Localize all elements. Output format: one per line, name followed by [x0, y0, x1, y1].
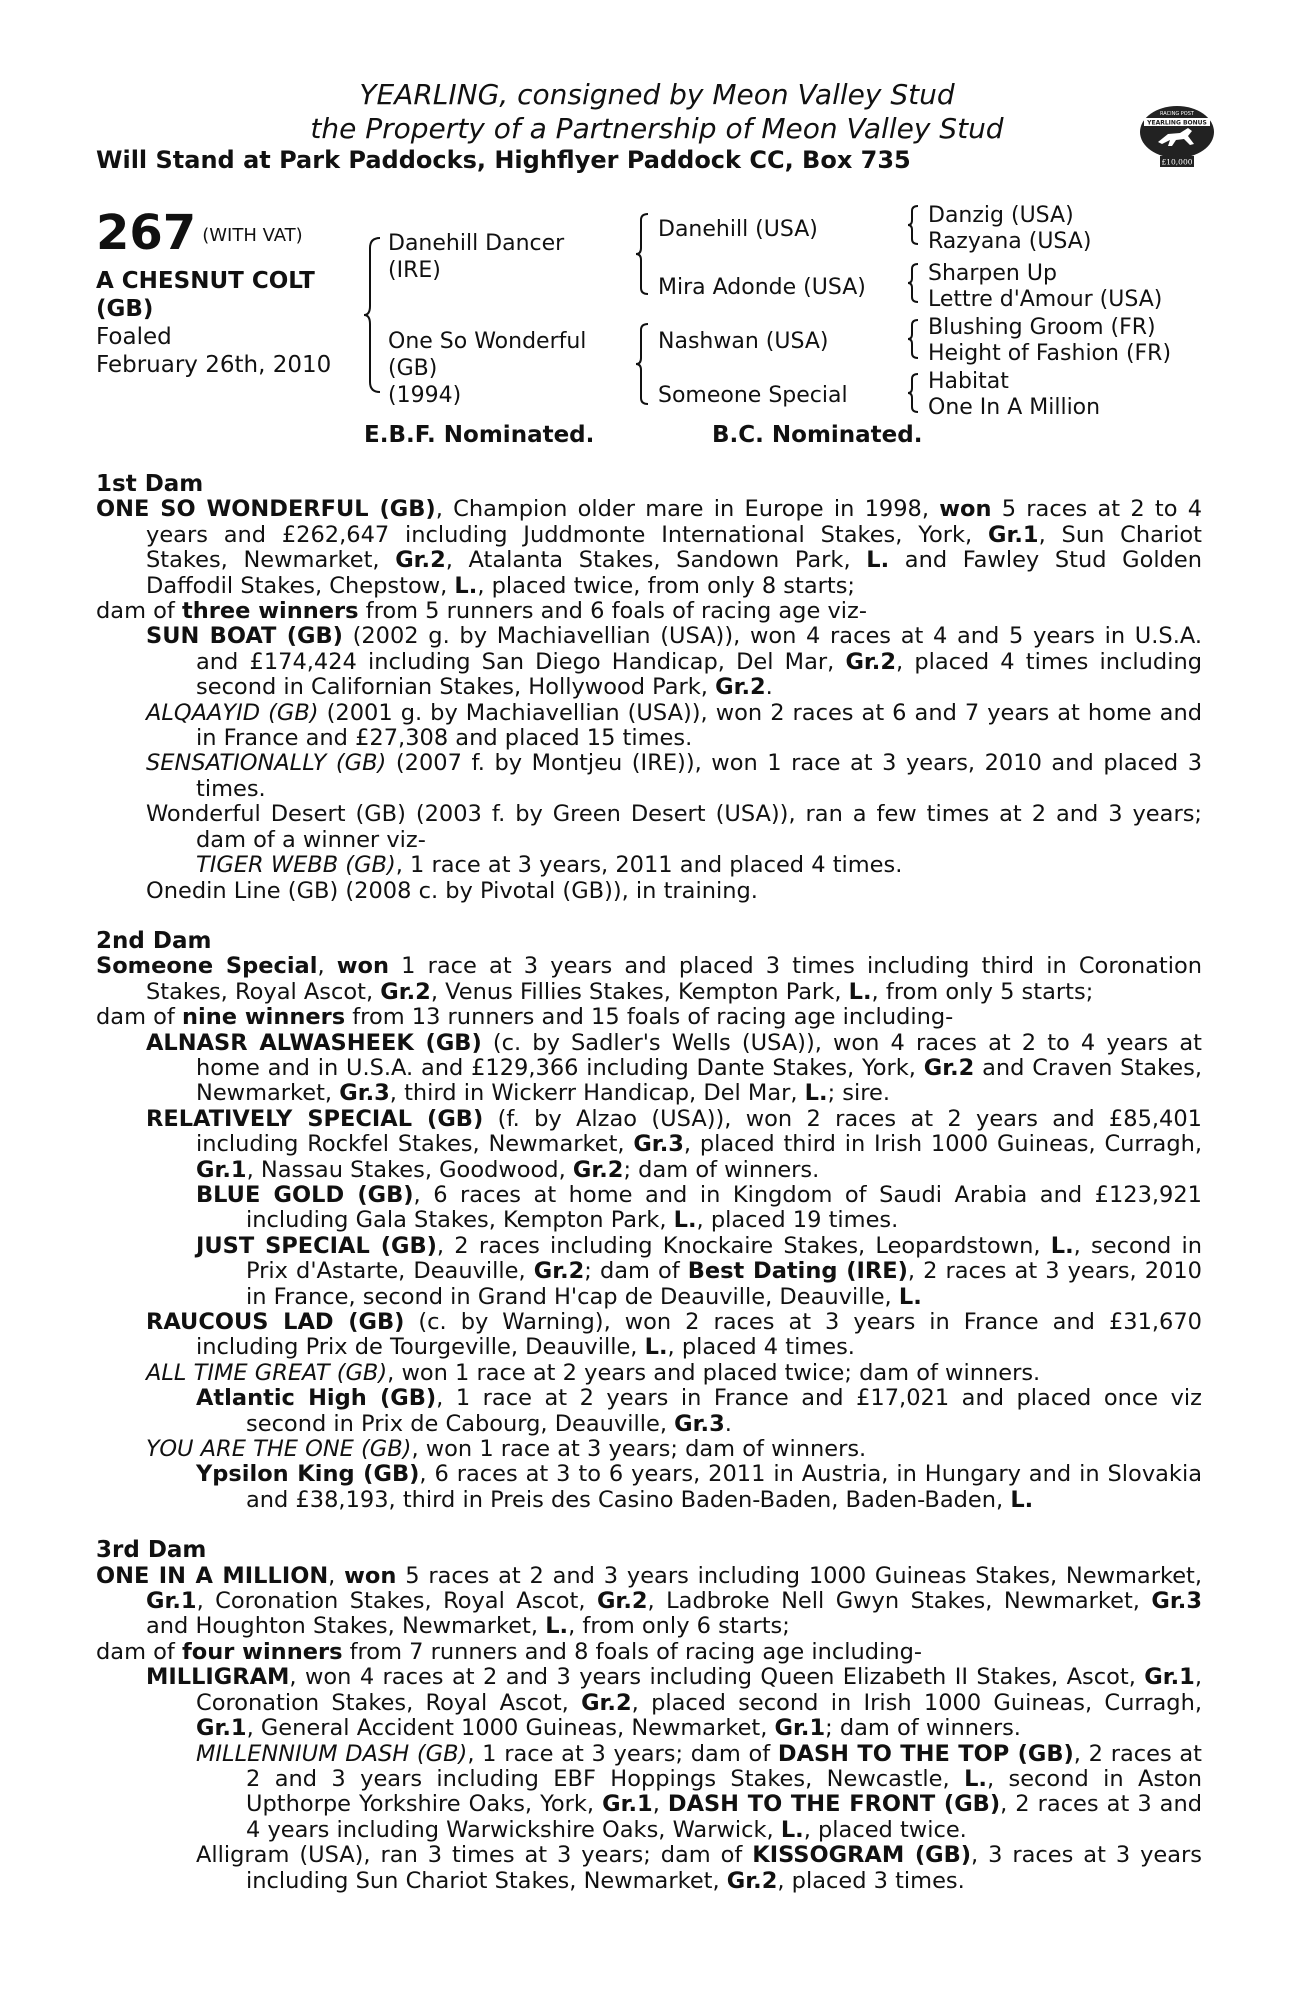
text-run: , won 1 race at 2 years and placed twice; dam of winners. [387, 1359, 1041, 1386]
progeny-name: ALQAAYID (GB) [146, 699, 319, 726]
text-run: , [317, 953, 337, 980]
foaled-date: February 26th, 2010 [96, 352, 332, 378]
pedigree-dam-sire: Nashwan (USA) [658, 329, 829, 354]
text-run: Wonderful Desert (GB) (2003 f. by Green Desert (USA)), ran a few times at 2 and 3 years; dam of a winner viz- [146, 801, 1202, 853]
text-run: , placed twice. [803, 1816, 967, 1843]
text-run: (2007 f. by Montjeu (IRE)), won 1 race at 3 years, 2010 and placed 3 times. [196, 750, 1203, 802]
badge-top-text: RACING POST [1160, 111, 1194, 117]
progeny-name: BLUE GOLD (GB) [196, 1181, 414, 1208]
text-run: (2001 g. by Machiavellian (USA)), won 2 races at 6 and 7 years at home and in France and £27,308 and placed 15 times. [196, 699, 1202, 752]
foaled-label: Foaled [96, 324, 172, 350]
grade-label: Gr.3 [1151, 1588, 1202, 1615]
dam1-paragraph [96, 497, 1202, 599]
progeny-name: ALNASR ALWASHEEK (GB) [146, 1029, 482, 1056]
grade-label: Gr.2 [596, 1588, 648, 1615]
pedigree-brace-dam [634, 322, 650, 406]
grade-label: Gr.1 [774, 1715, 826, 1742]
text-run: , placed 4 times including second in Californian Stakes, Hollywood Park, [196, 648, 1202, 701]
listed-label: L. [866, 547, 890, 574]
dam2-produce-summary [96, 1005, 1202, 1030]
text-run: , placed third in Irish 1000 Guineas, Curragh, [683, 1131, 1203, 1158]
text-run: , third in Wickerr Handicap, Del Mar, [389, 1080, 805, 1107]
grade-label: Gr.2 [581, 1689, 632, 1716]
progeny-name: RAUCOUS LAD (GB) [146, 1309, 405, 1335]
lot-number: 267 [96, 205, 197, 261]
pedigree-brace-sire [634, 212, 650, 296]
dam3-produce-summary [96, 1640, 1202, 1665]
text-run: , second in Aston Upthorpe Yorkshire Oaks, York, [246, 1765, 1202, 1818]
progeny-name: DASH TO THE FRONT (GB) [667, 1791, 1001, 1818]
text-run: , placed 3 times. [777, 1867, 965, 1894]
text-run: 1 race at 3 years and placed 3 times including third in Coronation Stakes, Royal Ascot, [146, 953, 1202, 1005]
text-run: dam of [96, 1004, 182, 1031]
pedigree-dam-dam: Someone Special [658, 383, 848, 408]
listed-label: L. [1010, 1486, 1034, 1513]
listed-label: L. [644, 1334, 668, 1361]
text-run: , [652, 1791, 668, 1818]
grade-label: Gr.1 [196, 1715, 247, 1742]
pedigree-brace-g2 [906, 262, 920, 304]
text-run: . [724, 1410, 732, 1437]
bc-nominated: B.C. Nominated. [712, 422, 923, 448]
text-run: from 5 runners and 6 foals of racing age viz- [358, 598, 867, 625]
consignment-line: YEARLING, consigned by Meon Valley Stud [359, 78, 955, 111]
progeny-name: SENSATIONALLY (GB) [146, 750, 387, 777]
won-label: won [336, 953, 390, 980]
lot-info [96, 205, 356, 379]
progeny-name: MILLIGRAM [146, 1664, 290, 1691]
pedigree-g3: Sharpen Up [928, 261, 1057, 286]
dam3-name: ONE IN A MILLION [96, 1562, 329, 1589]
progeny-name: RELATIVELY SPECIAL (GB) [146, 1105, 484, 1132]
pedigree-g8: One In A Million [928, 395, 1101, 420]
text-run: (c. by Sadler's Wells (USA)), won 4 races at 2 to 4 years at home and in U.S.A. and £129,366 including Dante Stakes, York, [196, 1029, 1203, 1081]
grade-label: Gr.3 [674, 1410, 725, 1437]
progeny-entry [96, 1361, 1202, 1386]
text-run: 5 races at 2 to 4 years and £262,647 including Juddmonte International Stakes, York, [146, 496, 1203, 548]
grade-label: Gr.1 [196, 1156, 247, 1183]
text-run: , Ladbroke Nell Gwyn Stakes, Newmarket, [647, 1588, 1152, 1615]
pedigree-sire-sire: Danehill (USA) [658, 217, 818, 242]
text-run: , Sun Chariot Stakes, Newmarket, [146, 521, 1202, 574]
badge-amount: £10,000 [1161, 157, 1193, 167]
grand-progeny-entry [96, 1386, 1202, 1437]
dam1-name: ONE SO WONDERFUL (GB) [96, 496, 436, 523]
section-heading-1st-dam: 1st Dam [96, 471, 204, 497]
vat-label: (WITH VAT) [202, 225, 303, 246]
text-run: , 2 races at 3 years, 2010 in France, second in Grand H'cap de Deauville, Deauville, [246, 1258, 1202, 1310]
grade-label: Gr.3 [339, 1080, 390, 1107]
text-run: , 2 races at 3 and 4 years including Warwickshire Oaks, Warwick, [246, 1791, 1202, 1843]
dam3-paragraph [96, 1564, 1202, 1640]
grade-label: Gr.1 [146, 1588, 197, 1615]
progeny-entry [96, 802, 1202, 853]
text-run: , 1 race at 2 years in France and £17,021 and placed once viz second in Prix de Cabourg, Deauville, [246, 1385, 1202, 1437]
progeny-entry [96, 1665, 1202, 1741]
pedigree-sire-dam: Mira Adonde (USA) [658, 275, 866, 300]
listed-label: L. [898, 1283, 922, 1310]
text-run: , Coronation Stakes, Royal Ascot, [196, 1588, 597, 1615]
grade-label: Gr.2 [533, 1258, 585, 1285]
colt-name [96, 267, 356, 323]
won-label: won [344, 1562, 397, 1589]
section-heading-3rd-dam: 3rd Dam [96, 1537, 207, 1564]
listed-label: L. [454, 572, 478, 599]
progeny-name: JUST SPECIAL (GB) [196, 1232, 437, 1259]
progeny-name: SUN BOAT (GB) [146, 623, 343, 650]
winners-count: three winners [181, 598, 359, 625]
progeny-name: MILLENNIUM DASH (GB) [196, 1740, 468, 1767]
progeny-entry [96, 701, 1202, 752]
grade-label: Gr.2 [923, 1054, 975, 1081]
winners-count: nine winners [181, 1004, 346, 1031]
dam1-produce-summary [96, 599, 1202, 624]
grade-label: Gr.2 [395, 547, 446, 574]
text-run: , from only 6 starts; [568, 1613, 790, 1640]
text-run: and Houghton Stakes, Newmarket, [146, 1613, 546, 1640]
grade-label: Gr.2 [726, 1867, 778, 1894]
grade-label: Gr.1 [988, 521, 1039, 548]
text-run: , placed 19 times. [696, 1207, 899, 1234]
text-run: , won 1 race at 3 years; dam of winners. [411, 1436, 867, 1463]
progeny-name: DASH TO THE TOP (GB) [777, 1740, 1074, 1767]
text-run: , Coronation Stakes, Royal Ascot, [196, 1664, 1202, 1716]
section-heading-2nd-dam: 2nd Dam [96, 927, 212, 954]
grade-label: Gr.2 [572, 1156, 624, 1183]
grade-label: Gr.2 [845, 648, 896, 675]
listed-label: L. [848, 978, 872, 1005]
progeny-entry [96, 1107, 1202, 1183]
text-run: Alligram (USA), ran 3 times at 3 years; dam of [196, 1842, 753, 1869]
text-run: dam of [96, 1638, 182, 1665]
text-run: , 1 race at 3 years; dam of [467, 1740, 778, 1767]
location-line: Will Stand at Park Paddocks, Highflyer Paddock CC, Box 735 [96, 146, 911, 174]
grade-label: Gr.2 [715, 674, 766, 701]
sire-name: Danehill Dancer [388, 231, 565, 256]
progeny-entry [96, 879, 1202, 904]
pedigree-brace-g3 [906, 318, 920, 360]
text-run: ; dam of [584, 1258, 688, 1285]
pedigree-g1: Danzig (USA) [928, 203, 1074, 228]
text-run: , 2 races including Knockaire Stakes, Leopardstown, [436, 1232, 1051, 1259]
text-run: , [328, 1562, 345, 1589]
text-run: , General Accident 1000 Guineas, Newmarket, [246, 1715, 775, 1742]
dam-name: One So Wonderful [388, 329, 587, 354]
pedigree-g6: Height of Fashion (FR) [928, 341, 1172, 366]
dam-origin: (GB) [388, 356, 438, 381]
text-run: and Craven Stakes, Newmarket, [196, 1054, 1203, 1107]
foaled-info [96, 323, 356, 379]
text-run: , from only 5 starts; [871, 978, 1094, 1005]
pedigree-brace-g4 [906, 372, 920, 414]
grade-label: Gr.1 [1144, 1664, 1195, 1691]
listed-label: L. [964, 1765, 987, 1792]
text-run: , 1 race at 3 years, 2011 and placed 4 times. [395, 852, 903, 879]
won-label: won [939, 496, 992, 523]
winners-count: four winners [181, 1638, 343, 1665]
text-run: from 7 runners and 8 foals of racing age including- [342, 1638, 922, 1665]
ebf-nominated: E.B.F. Nominated. [364, 422, 595, 448]
badge-mid-text: YEARLING BONUS [1147, 119, 1207, 127]
grade-label: Gr.2 [380, 978, 431, 1005]
colt-name-line2: (GB) [96, 296, 154, 322]
text-run: , 3 races at 3 years including Sun Chariot Stakes, Newmarket, [246, 1842, 1202, 1894]
text-run: , Atalanta Stakes, Sandown Park, [445, 547, 867, 574]
grand-progeny-entry [96, 1183, 1202, 1234]
text-run: and Fawley Stud Golden Daffodil Stakes, Chepstow, [146, 547, 1202, 599]
listed-label: L. [1050, 1232, 1074, 1259]
catalogue-body [96, 472, 1202, 1894]
listed-label: L. [804, 1080, 828, 1107]
progeny-entry [96, 1310, 1202, 1361]
text-run: ; dam of winners. [825, 1715, 1021, 1742]
listed-label: L. [780, 1816, 804, 1843]
dam2-name: Someone Special [96, 953, 318, 980]
pedigree-g4: Lettre d'Amour (USA) [928, 287, 1163, 312]
text-run: , won 4 races at 2 and 3 years including Queen Elizabeth II Stakes, Ascot, [289, 1664, 1145, 1691]
pedigree-g7: Habitat [928, 369, 1009, 394]
text-run: . [765, 674, 773, 701]
progeny-entry [96, 1437, 1202, 1462]
pedigree-brace-g1 [906, 204, 920, 246]
grand-progeny-entry [96, 1843, 1202, 1894]
grade-label: Gr.1 [602, 1791, 653, 1818]
text-run: , placed second in Irish 1000 Guineas, Curragh, [631, 1689, 1202, 1716]
text-run: (c. by Warning), won 2 races at 3 years in France and £31,670 including Prix de Tourgeville, Deauville, [196, 1309, 1202, 1361]
listed-label: L. [673, 1207, 697, 1234]
text-run: , Champion older mare in Europe in 1998, [435, 496, 940, 523]
progeny-name: ALL TIME GREAT (GB) [146, 1359, 388, 1386]
text-run: (2002 g. by Machiavellian (USA)), won 4 races at 4 and 5 years in U.S.A. and £174,424 including San Diego Handicap, Del Mar, [196, 623, 1202, 675]
text-run: , placed 4 times. [667, 1334, 855, 1361]
listed-label: L. [545, 1613, 569, 1640]
pedigree-g5: Blushing Groom (FR) [928, 315, 1156, 340]
progeny-entry [96, 624, 1202, 700]
grand-progeny-entry [96, 1462, 1202, 1513]
sire-origin: (IRE) [388, 258, 441, 283]
lot-number-row [96, 205, 356, 261]
text-run: Onedin Line (GB) (2008 c. by Pivotal (GB)), in training. [146, 877, 758, 904]
text-run: , Venus Fillies Stakes, Kempton Park, [430, 978, 849, 1005]
text-run: ; dam of winners. [623, 1156, 820, 1183]
text-run: , 2 races at 2 and 3 years including EBF Hoppings Stakes, Newcastle, [246, 1740, 1203, 1792]
progeny-name: Best Dating (IRE) [687, 1258, 908, 1285]
progeny-name: TIGER WEBB (GB) [196, 852, 396, 879]
colt-name-line1: A CHESNUT COLT [96, 268, 315, 294]
text-run: , 6 races at 3 to 6 years, 2011 in Austria, in Hungary and in Slovakia and £38,193, third in Preis des Casino Baden-Baden, Baden-Baden, [246, 1461, 1202, 1513]
text-run: , Nassau Stakes, Goodwood, [246, 1156, 573, 1183]
text-run: , second in Prix d'Astarte, Deauville, [246, 1232, 1203, 1285]
pedigree-brace-main [362, 236, 382, 394]
text-run: dam of [96, 598, 182, 625]
text-run: , placed twice, from only 8 starts; [477, 572, 856, 599]
dam-year: (1994) [388, 383, 462, 408]
pedigree-g2: Razyana (USA) [928, 229, 1092, 254]
text-run: 5 races at 2 and 3 years including 1000 Guineas Stakes, Newmarket, [396, 1562, 1203, 1589]
progeny-entry [96, 751, 1202, 802]
dam2-paragraph [96, 954, 1202, 1005]
text-run: (f. by Alzao (USA)), won 2 races at 2 years and £85,401 including Rockfel Stakes, Newmarket, [196, 1105, 1202, 1158]
property-line: the Property of a Partnership of Meon Valley Stud [310, 112, 1004, 145]
grand-progeny-entry [96, 1234, 1202, 1310]
text-run: , 6 races at home and in Kingdom of Saudi Arabia and £123,921 including Gala Stakes, Kempton Park, [246, 1181, 1202, 1234]
text-run: from 13 runners and 15 foals of racing age including- [345, 1004, 954, 1031]
progeny-name: Ypsilon King (GB) [196, 1461, 420, 1488]
progeny-name: YOU ARE THE ONE (GB) [146, 1436, 412, 1463]
progeny-name: KISSOGRAM (GB) [752, 1842, 972, 1869]
pedigree-dam [388, 328, 586, 409]
pedigree-sire [388, 230, 564, 284]
text-run: ; sire. [827, 1080, 891, 1107]
progeny-entry [96, 1031, 1202, 1107]
grand-progeny-entry [96, 853, 1202, 878]
progeny-name: Atlantic High (GB) [196, 1385, 437, 1412]
yearling-bonus-badge-icon [1138, 98, 1216, 170]
grade-label: Gr.3 [633, 1131, 684, 1158]
grand-progeny-entry [96, 1742, 1202, 1844]
